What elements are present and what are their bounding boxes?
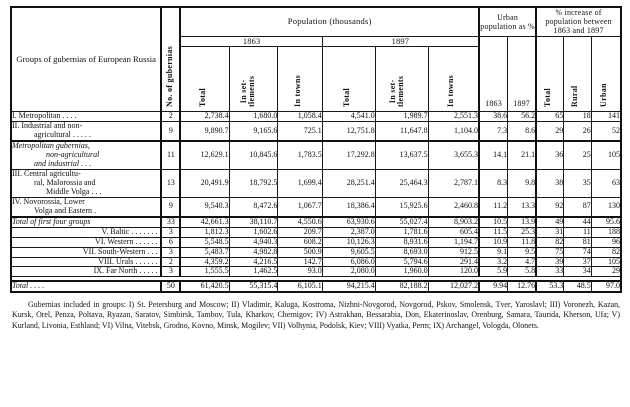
- cell-total-1863-settlements: 55,315.4: [229, 281, 278, 292]
- cell-1863-settlements: 4,982.8: [229, 247, 278, 257]
- cell-1897-total: 2,080.0: [322, 267, 375, 277]
- cell-urban-1897: 4.7: [508, 257, 537, 267]
- cell-1863-towns: 1,058.4: [278, 112, 322, 122]
- cell-1863-towns: 209.7: [278, 227, 322, 237]
- footnote-gubernias-list: [10, 300, 622, 330]
- cell-1863-settlements: 9,165.6: [229, 122, 278, 141]
- col-header-1897-in-settlements: In set- tlements: [375, 47, 428, 112]
- cell-total-gubernias: 50: [161, 281, 180, 292]
- cell-total-1897-total: 94,215.4: [322, 281, 375, 292]
- cell-urban-1897: 5.8: [508, 267, 537, 277]
- cell-increase-urban: 105: [591, 257, 621, 267]
- cell-1897-towns: 1,104.0: [428, 122, 479, 141]
- cell-urban-1863: 11.5: [479, 227, 508, 237]
- row-label-line: III. Central agricultu-: [12, 168, 81, 178]
- row-label-line: Middle Volga . . .: [46, 186, 102, 196]
- cell-1897-total: 6,086.0: [322, 257, 375, 267]
- cell-1897-settlements: 5,794.6: [375, 257, 428, 267]
- cell-1897-towns: 2,460.8: [428, 197, 479, 216]
- cell-increase-total: 31: [536, 227, 564, 237]
- row-label-line: II. Industrial and non-: [12, 121, 83, 131]
- col-header-increase-urban: Urban: [591, 36, 621, 112]
- row-label: [11, 122, 161, 141]
- cell-increase-total: 49: [536, 217, 564, 227]
- cell-increase-rural: 37: [564, 257, 592, 267]
- cell-1863-towns: 142.7: [278, 257, 322, 267]
- table-header: [11, 7, 621, 112]
- cell-1863-total: 5,548.5: [180, 237, 229, 247]
- cell-1863-settlements: 10,845.6: [229, 141, 278, 169]
- row-label-line: I. Metropolitan . . . .: [12, 111, 77, 121]
- population-statistics-table: [10, 6, 622, 293]
- cell-1897-settlements: 1,989.7: [375, 112, 428, 122]
- cell-increase-total: 33: [536, 267, 564, 277]
- table-row-total: [11, 281, 621, 292]
- cell-1897-total: 17,292.8: [322, 141, 375, 169]
- col-header-1863-in-settlements: In set- tlements: [229, 47, 278, 112]
- cell-gubernias: 3: [161, 267, 180, 277]
- cell-1897-total: 63,930.6: [322, 217, 375, 227]
- col-header-year-1897: 1897: [322, 36, 479, 47]
- cell-gubernias: 2: [161, 257, 180, 267]
- cell-increase-total: 65: [536, 112, 564, 122]
- table-row: [11, 197, 621, 216]
- row-label: [11, 227, 161, 237]
- row-label-line: and industrial . . .: [34, 158, 92, 168]
- cell-urban-1863: 11.2: [479, 197, 508, 216]
- cell-increase-rural: 11: [564, 227, 592, 237]
- cell-1863-towns: 4,550.6: [278, 217, 322, 227]
- cell-1897-towns: 120.0: [428, 267, 479, 277]
- cell-gubernias: 3: [161, 247, 180, 257]
- cell-1863-settlements: 38,110.7: [229, 217, 278, 227]
- row-label-line: IX. Far North . . . . .: [93, 266, 158, 276]
- cell-1863-towns: 1,783.5: [278, 141, 322, 169]
- cell-increase-rural: 74: [564, 247, 592, 257]
- cell-1863-settlements: 4,216.5: [229, 257, 278, 267]
- cell-1897-total: 28,251.4: [322, 169, 375, 197]
- row-label-line: Volga and Eastern .: [34, 205, 97, 215]
- cell-increase-rural: 44: [564, 217, 592, 227]
- cell-1863-total: 5,483.7: [180, 247, 229, 257]
- cell-gubernias: 11: [161, 141, 180, 169]
- row-label-line: agricultural . . . . .: [34, 130, 91, 140]
- col-group-header-urban-pct: Urban population as %: [479, 7, 536, 36]
- cell-increase-urban: 52: [591, 122, 621, 141]
- cell-1863-total: 4,359.2: [180, 257, 229, 267]
- cell-1897-settlements: 11,647.8: [375, 122, 428, 141]
- cell-gubernias: 9: [161, 122, 180, 141]
- cell-1897-towns: 1,194.7: [428, 237, 479, 247]
- cell-increase-rural: 18: [564, 112, 592, 122]
- cell-1897-towns: 8,903.2: [428, 217, 479, 227]
- cell-increase-total: 75: [536, 247, 564, 257]
- row-label-line: VII. South-Western . . .: [82, 246, 158, 256]
- cell-1897-settlements: 55,027.4: [375, 217, 428, 227]
- cell-1897-towns: 605.4: [428, 227, 479, 237]
- cell-increase-rural: 35: [564, 169, 592, 197]
- row-label-line: Metropolitan gubernias,: [12, 141, 90, 151]
- cell-1863-towns: 608.2: [278, 237, 322, 247]
- cell-1897-towns: 2,787.1: [428, 169, 479, 197]
- row-label: [11, 237, 161, 247]
- cell-total-1863-towns: 6,105.1: [278, 281, 322, 292]
- cell-urban-1897: 21.1: [508, 141, 537, 169]
- cell-increase-urban: 63: [591, 169, 621, 197]
- cell-total-1863-total: 61,420.5: [180, 281, 229, 292]
- cell-increase-urban: 188: [591, 227, 621, 237]
- header-row-groups: [11, 7, 621, 36]
- cell-1897-settlements: 13,637.5: [375, 141, 428, 169]
- cell-gubernias: 13: [161, 169, 180, 197]
- cell-1863-total: 20,491.9: [180, 169, 229, 197]
- footnote-text: Gubernias included in groups: I) St. Petersburg and Moscow; II) Vladimir, Kaluga, Kostroma, Nizhni-Novgorod, Novgorod, Pskov, Smolensk, Tver, Yaroslavl; III) Voronezh, Kazan, Kursk, Orel, Penza, Poltava, Ryazan, Saratov, Simbirsk, Tambov, Tula, Kharkov, Chernigov; IV) Astrakhan, Bessarabia, Don, Ekaterinoslav, Orenburg, Samara, Taurida, Kherson, Ufa; V) Kurland, Livonia, Esthland; VI) Vilna, Vitebsk, Grodno, Kovno, Minsk, Mogilev; VII) Volhynia, Podolsk, Kiev; VIII) Vyatka, Perm; IX) Archangel, Vologda, Olonets.: [12, 300, 620, 330]
- cell-increase-total: 92: [536, 197, 564, 216]
- cell-gubernias: 3: [161, 227, 180, 237]
- row-label-line: VI. Western . . . . . .: [95, 236, 158, 246]
- cell-total-increase-rural: 48.5: [564, 281, 592, 292]
- col-header-1897-in-towns: In towns: [428, 47, 479, 112]
- cell-urban-1863: 10.5: [479, 217, 508, 227]
- cell-gubernias: 33: [161, 217, 180, 227]
- cell-1897-settlements: 8,693.0: [375, 247, 428, 257]
- cell-increase-total: 29: [536, 122, 564, 141]
- cell-increase-urban: 29: [591, 267, 621, 277]
- col-header-1897-total: Total: [322, 47, 375, 112]
- table-row: [11, 169, 621, 197]
- cell-1863-towns: 1,699.4: [278, 169, 322, 197]
- cell-urban-1897: 9.5: [508, 247, 537, 257]
- cell-urban-1897: 56.2: [508, 112, 537, 122]
- row-label-line: Total of first four groups: [12, 216, 91, 226]
- cell-total-urban-1897: 12.76: [508, 281, 537, 292]
- cell-urban-1863: 9.1: [479, 247, 508, 257]
- cell-increase-urban: 130: [591, 197, 621, 216]
- cell-1897-total: 12,751.8: [322, 122, 375, 141]
- col-header-no-of-gubernias: No. of gubernias: [161, 7, 180, 112]
- cell-total-1897-towns: 12,027.2: [428, 281, 479, 292]
- cell-1863-settlements: 8,472.6: [229, 197, 278, 216]
- cell-urban-1897: 25.3: [508, 227, 537, 237]
- cell-increase-total: 38: [536, 169, 564, 197]
- cell-1863-total: 9,890.7: [180, 122, 229, 141]
- cell-1863-towns: 725.1: [278, 122, 322, 141]
- cell-urban-1863: 38.6: [479, 112, 508, 122]
- cell-increase-rural: 81: [564, 237, 592, 247]
- cell-urban-1863: 5.9: [479, 267, 508, 277]
- cell-total-increase-urban: 97.0: [591, 281, 621, 292]
- table-footer: [11, 277, 621, 292]
- cell-urban-1863: 14.1: [479, 141, 508, 169]
- cell-increase-urban: 141: [591, 112, 621, 122]
- cell-urban-1897: 8.6: [508, 122, 537, 141]
- table-body: [11, 112, 621, 277]
- cell-1897-settlements: 25,464.3: [375, 169, 428, 197]
- col-header-urban-1897: 1897: [508, 36, 537, 112]
- row-label: [11, 267, 161, 277]
- row-label-line: V. Baltic . . . . . . .: [101, 226, 158, 236]
- cell-increase-total: 82: [536, 237, 564, 247]
- table-row: [11, 267, 621, 277]
- col-header-increase-total: Total: [536, 36, 564, 112]
- row-label-line: IV. Novorossia, Lower: [12, 196, 85, 206]
- cell-total-urban-1863: 9.94: [479, 281, 508, 292]
- cell-gubernias: 9: [161, 197, 180, 216]
- cell-1863-settlements: 1,680.0: [229, 112, 278, 122]
- cell-1897-settlements: 1,781.6: [375, 227, 428, 237]
- col-group-header-pct-increase: % increase of population between 1863 and 1897: [536, 7, 621, 36]
- table-row: [11, 141, 621, 169]
- cell-1897-settlements: 8,931.6: [375, 237, 428, 247]
- table-row: [11, 237, 621, 247]
- table-row: [11, 112, 621, 122]
- cell-increase-urban: 82: [591, 247, 621, 257]
- cell-urban-1897: 13.3: [508, 197, 537, 216]
- cell-urban-1897: 9.8: [508, 169, 537, 197]
- cell-increase-total: 36: [536, 141, 564, 169]
- cell-increase-rural: 34: [564, 267, 592, 277]
- cell-urban-1863: 7.3: [479, 122, 508, 141]
- cell-total-increase-total: 53.3: [536, 281, 564, 292]
- row-label: [11, 141, 161, 169]
- table-row: [11, 247, 621, 257]
- row-label: [11, 247, 161, 257]
- stub-header: Groups of gubernias of European Russia: [11, 7, 161, 112]
- cell-1897-total: 18,386.4: [322, 197, 375, 216]
- table-row: [11, 227, 621, 237]
- cell-1897-settlements: 1,960.0: [375, 267, 428, 277]
- cell-1897-towns: 3,655.3: [428, 141, 479, 169]
- row-label-line: non-agricultural: [46, 150, 100, 160]
- cell-urban-1863: 10.9: [479, 237, 508, 247]
- col-header-1863-in-towns: In towns: [278, 47, 322, 112]
- cell-gubernias: 6: [161, 237, 180, 247]
- cell-increase-urban: 95.6: [591, 217, 621, 227]
- cell-urban-1863: 3.2: [479, 257, 508, 267]
- row-label: [11, 197, 161, 216]
- cell-1863-settlements: 4,940.3: [229, 237, 278, 247]
- cell-1863-settlements: 18,792.5: [229, 169, 278, 197]
- cell-1863-total: 2,738.4: [180, 112, 229, 122]
- cell-1863-total: 12,629.1: [180, 141, 229, 169]
- cell-1863-towns: 500.9: [278, 247, 322, 257]
- table-row: [11, 122, 621, 141]
- cell-total-1897-settlements: 82,188.2: [375, 281, 428, 292]
- cell-1897-towns: 291.4: [428, 257, 479, 267]
- cell-increase-urban: 96: [591, 237, 621, 247]
- row-label-line: ral, Malorossia and: [34, 177, 96, 187]
- col-group-header-population: Population (thousands): [180, 7, 479, 36]
- cell-1863-total: 42,661.3: [180, 217, 229, 227]
- cell-increase-rural: 25: [564, 141, 592, 169]
- col-header-1863-total: Total: [180, 47, 229, 112]
- cell-1863-total: 1,812.3: [180, 227, 229, 237]
- cell-1897-settlements: 15,925.6: [375, 197, 428, 216]
- cell-1897-total: 10,126.3: [322, 237, 375, 247]
- cell-1897-towns: 912.5: [428, 247, 479, 257]
- row-label-line: VIII. Urals . . . . . .: [98, 256, 158, 266]
- cell-1863-towns: 1,067.7: [278, 197, 322, 216]
- cell-gubernias: 2: [161, 112, 180, 122]
- cell-1897-total: 9,605.5: [322, 247, 375, 257]
- row-label: [11, 217, 161, 227]
- cell-increase-rural: 26: [564, 122, 592, 141]
- cell-1863-towns: 93.0: [278, 267, 322, 277]
- row-label: [11, 257, 161, 267]
- cell-1863-total: 9,540.3: [180, 197, 229, 216]
- cell-1897-towns: 2,551.3: [428, 112, 479, 122]
- row-label: [11, 112, 161, 122]
- cell-urban-1863: 8.3: [479, 169, 508, 197]
- table-row: [11, 257, 621, 267]
- cell-increase-urban: 105: [591, 141, 621, 169]
- cell-urban-1897: 13.9: [508, 217, 537, 227]
- row-label-total: Total . . . .: [11, 281, 161, 292]
- row-label: [11, 169, 161, 197]
- cell-1863-settlements: 1,462.5: [229, 267, 278, 277]
- table-row: [11, 217, 621, 227]
- col-header-increase-rural: Rural: [564, 36, 592, 112]
- cell-1897-total: 4,541.0: [322, 112, 375, 122]
- cell-1863-total: 1,555.5: [180, 267, 229, 277]
- cell-increase-total: 39: [536, 257, 564, 267]
- cell-urban-1897: 11.8: [508, 237, 537, 247]
- cell-increase-rural: 87: [564, 197, 592, 216]
- cell-1897-total: 2,387.0: [322, 227, 375, 237]
- col-header-urban-1863: 1863: [479, 36, 508, 112]
- cell-1863-settlements: 1,602.6: [229, 227, 278, 237]
- col-header-year-1863: 1863: [180, 36, 322, 47]
